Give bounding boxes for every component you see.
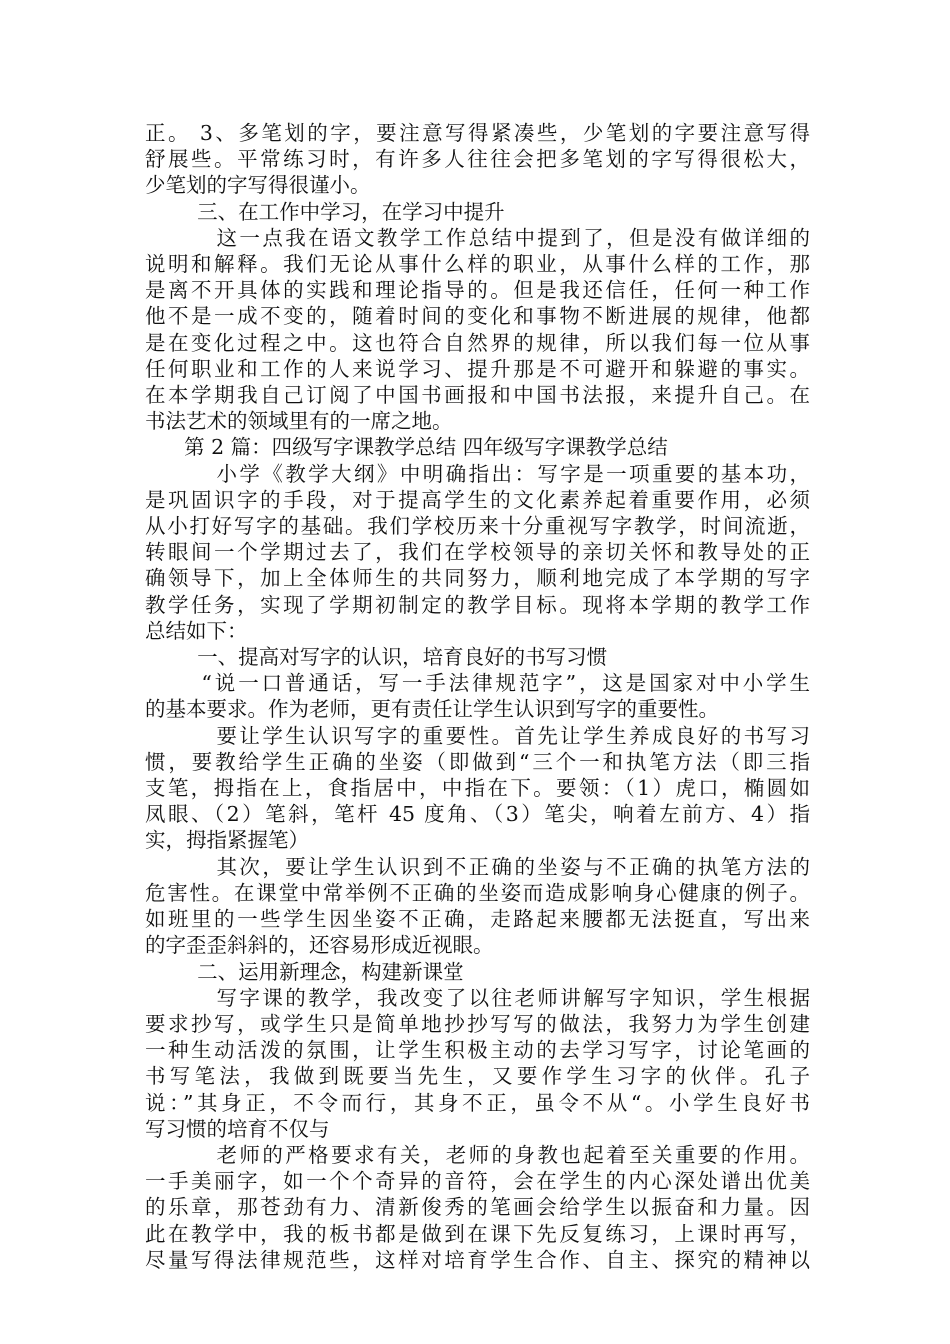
text-line: 少笔划的字写得很谨小。 (145, 173, 371, 198)
text-line: 总结如下： (145, 618, 248, 643)
text-line: 尽量写得法律规范些，这样对培育学生合作、自主、探究的精神以 (145, 1247, 810, 1272)
text-line: 惯，要教给学生正确的坐姿（即做到“三个一和执笔方法（即三指 (145, 749, 810, 774)
text-line: 说明和解释。我们无论从事什么样的职业，从事什么样的工作，那 (145, 252, 810, 277)
text-line: 从小打好写字的基础。我们学校历来十分重视写字教学，时间流逝， (145, 514, 810, 539)
text-line: 教学任务，实现了学期初制定的教学目标。现将本学期的教学工作 (145, 592, 810, 617)
text-line: 一手美丽字，如一个个奇异的音符，会在学生的内心深处谱出优美 (145, 1169, 810, 1194)
text-line: 支笔，拇指在上，食指居中，中指在下。要领：（1）虎口，椭圆如 (145, 776, 810, 801)
text-line: 要求抄写，或学生只是简单地抄抄写写的做法，我努力为学生创建 (145, 1011, 810, 1036)
text-line: 转眼间一个学期过去了，我们在学校领导的亲切关怀和教导处的正 (145, 540, 810, 565)
text-line: 凤眼、（2）笔斜，笔杆 45 度角、（3）笔尖，响着左前方、4）指 (145, 802, 810, 827)
text-line: 是离不开具体的实践和理论指导的。但是我还信任，任何一种工作 (145, 278, 810, 303)
text-line: 如班里的一些学生因坐姿不正确，走路起来腰都无法挺直，写出来 (145, 907, 810, 932)
text-line: 这一点我在语文教学工作总结中提到了，但是没有做详细的 (145, 225, 810, 250)
document-body (145, 120, 810, 1273)
text-line: 书法艺术的领域里有的一席之地。 (145, 409, 453, 434)
text-line: 说：”其身正，不令而行，其身不正，虽令不从“。小学生良好书 (145, 1090, 810, 1115)
text-line: 他不是一成不变的，随着时间的变化和事物不断进展的规律，他都 (145, 304, 810, 329)
text-line: 的乐章，那苍劲有力、清新俊秀的笔画会给学生以振奋和力量。因 (145, 1195, 810, 1220)
text-line: 是巩固识字的手段，对于提高学生的文化素养起着重要作用，必须 (145, 487, 810, 512)
text-line: “说一口普通话，写一手法律规范字”，这是国家对中小学生 (145, 671, 810, 696)
text-line: 写习惯的培育不仅与 (145, 1116, 330, 1141)
text-line: 一、提高对写字的认识，培育良好的书写习惯 (145, 645, 608, 670)
text-line: 三、在工作中学习，在学习中提升 (145, 199, 505, 224)
text-line: 的基本要求。作为老师，更有责任让学生认识到写字的重要性。 (145, 697, 719, 722)
text-line: 正。 3、多笔划的字，要注意写得紧凑些，少笔划的字要注意写得 (145, 121, 810, 145)
text-line: 舒展些。平常练习时，有许多人往往会把多笔划的字写得很松大， (145, 147, 810, 172)
text-line: 确领导下，加上全体师生的共同努力，顺利地完成了本学期的写字 (145, 566, 810, 591)
text-line: 危害性。在课堂中常举例不正确的坐姿而造成影响身心健康的例子。 (145, 880, 810, 905)
text-line: 要让学生认识写字的重要性。首先让学生养成良好的书写习 (145, 723, 810, 748)
text-line: 实，拇指紧握笔） (145, 828, 309, 853)
text-line: 写字课的教学，我改变了以往老师讲解写字知识，学生根据 (145, 985, 810, 1010)
text-line: 此在教学中，我的板书都是做到在课下先反复练习，上课时再写， (145, 1221, 810, 1246)
text-line: 任何职业和工作的人来说学习、提升那是不可避开和躲避的事实。 (145, 356, 810, 381)
text-line: 第 2 篇：四级写字课教学总结 四年级写字课教学总结 (145, 435, 668, 460)
text-line: 的字歪歪斜斜的，还容易形成近视眼。 (145, 933, 494, 958)
text-line: 是在变化过程之中。这也符合自然界的规律，所以我们每一位从事 (145, 330, 810, 355)
text-line: 老师的严格要求有关，老师的身教也起着至关重要的作用。 (145, 1142, 810, 1167)
text-line: 小学《教学大纲》中明确指出：写字是一项重要的基本功， (145, 461, 810, 486)
text-line: 一种生动活泼的氛围，让学生积极主动的去学习写字，讨论笔画的 (145, 1038, 810, 1063)
text-line: 在本学期我自己订阅了中国书画报和中国书法报，来提升自己。在 (145, 383, 810, 408)
text-line: 书写笔法，我做到既要当先生，又要作学生习字的伙伴。孔子 (145, 1064, 810, 1089)
text-line: 二、运用新理念，构建新课堂 (145, 959, 464, 984)
text-line: 其次，要让学生认识到不正确的坐姿与不正确的执笔方法的 (145, 854, 810, 879)
